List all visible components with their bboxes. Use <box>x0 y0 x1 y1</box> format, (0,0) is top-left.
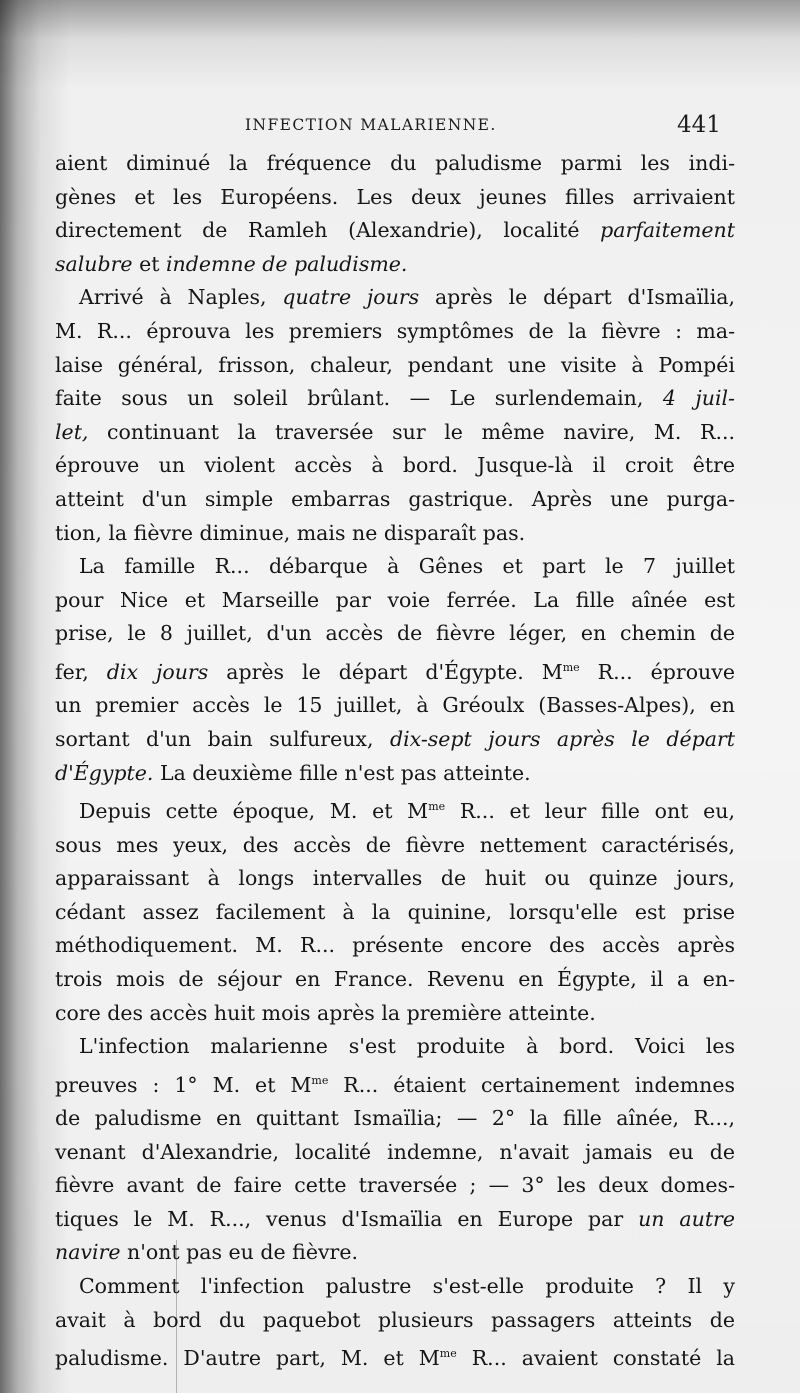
page-header <box>0 112 800 142</box>
text-line: Arrivé à Naples, quatre jours après le départ d'Ismaïlia, <box>79 285 735 310</box>
text-line: sous mes yeux, des accès de fièvre nettement caractérisés, <box>55 832 735 857</box>
text-line: directement de Ramleh (Alexandrie), localité parfaitement <box>55 218 735 243</box>
text-line: de paludisme en quittant Ismaïlia; — 2° la fille aînée, R..., <box>55 1106 735 1131</box>
text-line: let, continuant la traversée sur le même navire, M. R... <box>55 419 735 444</box>
text-line: faite sous un soleil brûlant. — Le surlendemain, 4 juil- <box>55 386 735 411</box>
text-line: cédant assez facilement à la quinine, lorsqu'elle est prise <box>55 899 735 924</box>
text-line: Depuis cette époque, M. et $M^{me}$ R... et leur fille ont eu, <box>79 798 735 823</box>
text-line: apparaissant à longs intervalles de huit ou quinze jours, <box>55 866 735 891</box>
text-line: gènes et les Européens. Les deux jeunes filles arrivaient <box>55 184 735 209</box>
text-line: fièvre avant de faire cette traversée ; — 3° les deux domes- <box>55 1173 735 1198</box>
text-line: Comment l'infection palustre s'est-elle produite ? Il y <box>79 1274 735 1299</box>
text-line: éprouve un violent accès à bord. Jusque-là il croit être <box>55 453 735 478</box>
text-line: pour Nice et Marseille par voie ferrée. La fille aînée est <box>55 587 735 612</box>
text-line: trois mois de séjour en France. Revenu en Égypte, il a en- <box>55 966 735 991</box>
text-line: fer, dix jours après le départ d'Égypte. $M^{me}$ R... éprouve <box>55 659 735 684</box>
text-line: paludisme. D'autre part, M. et $M^{me}$ R... avaient constaté la <box>55 1346 736 1371</box>
text-line: aient diminué la fréquence du paludisme parmi les indi- <box>55 151 735 175</box>
text-line: salubre et indemne de paludisme. <box>55 251 408 276</box>
text-line: méthodiquement. M. R... présente encore des accès après <box>55 933 735 958</box>
text-line: prise, le 8 juillet, d'un accès de fièvre léger, en chemin de <box>55 621 735 646</box>
text-line: M. R... éprouva les premiers symptômes de la fièvre : ma- <box>55 318 735 343</box>
text-line: L'infection malarienne s'est produite à bord. Voici les <box>79 1034 735 1059</box>
running-head: INFECTION MALARIENNE. <box>245 116 497 134</box>
text-line: tiques le M. R..., venus d'Ismaïlia en Europe par un autre <box>55 1206 735 1231</box>
text-line: sortant d'un bain sulfureux, dix-sept jours après le départ <box>55 726 735 751</box>
text-line: venant d'Alexandrie, localité indemne, n'avait jamais eu de <box>55 1139 735 1164</box>
page-number: 441 <box>677 112 721 138</box>
body-text <box>55 147 735 1376</box>
text-line: core des accès huit mois après la première atteinte. <box>55 1000 596 1025</box>
text-line: avait à bord du paquebot plusieurs passagers atteints de <box>55 1307 735 1332</box>
text-line: tion, la fièvre diminue, mais ne disparaît pas. <box>55 520 526 545</box>
text-line: preuves : 1° M. et $M^{me}$ R... étaient certainement indemnes <box>55 1072 735 1097</box>
text-line: d'Égypte. La deuxième fille n'est pas atteinte. <box>55 760 531 785</box>
text-line: atteint d'un simple embarras gastrique. Après une purga- <box>55 486 735 511</box>
text-line: La famille R... débarque à Gênes et part le 7 juillet <box>79 554 735 579</box>
text-line: laise général, frisson, chaleur, pendant une visite à Pompéi <box>55 352 735 377</box>
text-line: un premier accès le 15 juillet, à Gréoulx (Basses-Alpes), en <box>55 693 735 718</box>
text-line: navire n'ont pas eu de fièvre. <box>55 1240 358 1265</box>
